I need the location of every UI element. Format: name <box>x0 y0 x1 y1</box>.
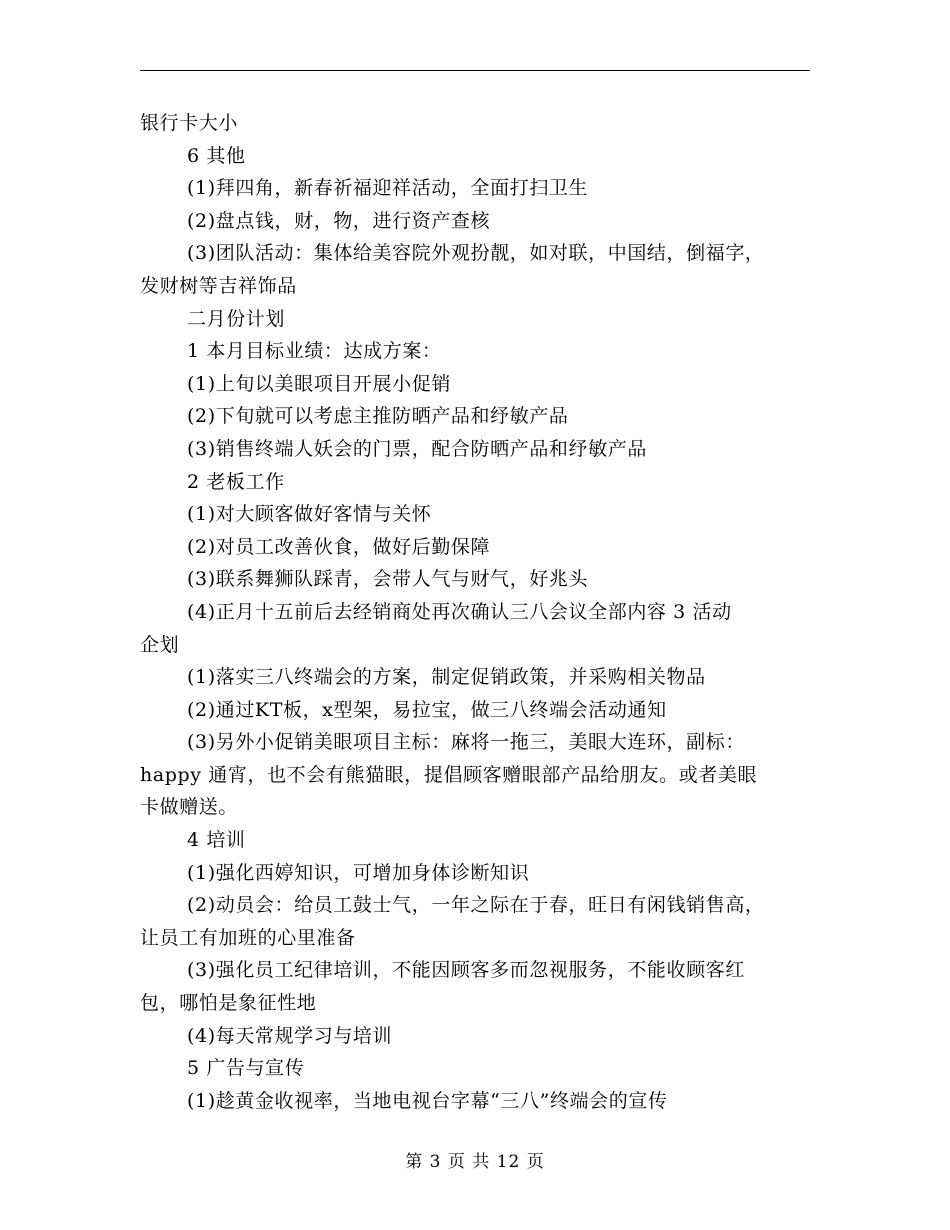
text-line: (1)上旬以美眼项目开展小促销 <box>187 372 451 395</box>
text-line: (1)趁黄金收视率，当地电视台字幕“三八”终端会的宣传 <box>187 1089 668 1112</box>
text-line: 卡做赠送。 <box>140 796 239 819</box>
text-line: (3)强化员工纪律培训，不能因顾客多而忽视服务，不能收顾客红 <box>187 959 745 982</box>
text-line: (2)下旬就可以考虑主推防晒产品和纾敏产品 <box>187 405 569 428</box>
text-line: happy 通宵，也不会有熊猫眼，提倡顾客赠眼部产品给朋友。或者美眼 <box>140 763 758 786</box>
footer-suffix: 页 <box>526 1152 545 1172</box>
footer-prefix: 第 <box>405 1152 424 1172</box>
text-line: 1 本月目标业绩：达成方案： <box>187 340 442 363</box>
document-body <box>140 107 820 1117</box>
text-line: (3)另外小促销美眼项目主标：麻将一拖三，美眼大连环，副标： <box>187 731 745 754</box>
text-line: 让员工有加班的心里准备 <box>140 926 356 949</box>
footer-middle: 页 共 <box>447 1152 491 1172</box>
text-line: 2 老板工作 <box>187 470 285 493</box>
text-line: 发财树等吉祥饰品 <box>140 274 297 297</box>
footer-total-pages: 12 <box>496 1152 521 1172</box>
text-line: 6 其他 <box>187 144 246 167</box>
text-line: (2)动员会：给员工鼓士气，一年之际在于春，旺日有闲钱销售高， <box>187 894 765 917</box>
text-line: (3)销售终端人妖会的门票，配合防晒产品和纾敏产品 <box>187 437 647 460</box>
text-line: (4)正月十五前后去经销商处再次确认三八会议全部内容 3 活动 <box>187 600 732 623</box>
text-line: 银行卡大小 <box>140 112 239 134</box>
text-line: (3)联系舞狮队踩青，会带人气与财气，好兆头 <box>187 568 589 591</box>
text-line: (1)对大顾客做好客情与关怀 <box>187 503 432 526</box>
text-line: (4)每天常规学习与培训 <box>187 1024 393 1047</box>
page-footer <box>0 1150 950 1174</box>
text-line: (1)落实三八终端会的方案，制定促销政策，并采购相关物品 <box>187 666 706 689</box>
text-line: (3)团队活动：集体给美容院外观扮靓，如对联，中国结，倒福字， <box>187 242 765 265</box>
text-line: 5 广告与宣传 <box>187 1057 305 1080</box>
text-line: 包，哪怕是象征性地 <box>140 992 317 1015</box>
text-line: (2)对员工改善伙食，做好后勤保障 <box>187 535 491 558</box>
footer-current-page: 3 <box>429 1152 442 1172</box>
text-line: 企划 <box>140 633 180 656</box>
text-line: (1)拜四角，新春祈福迎祥活动，全面打扫卫生 <box>187 177 589 200</box>
text-line: 二月份计划 <box>187 307 286 330</box>
text-line: (2)盘点钱，财，物，进行资产查核 <box>187 209 491 232</box>
text-line: (2)通过KT板，x型架，易拉宝，做三八终端会活动通知 <box>187 698 667 721</box>
text-line: 4 培训 <box>187 829 246 852</box>
text-line: (1)强化西婷知识，可增加身体诊断知识 <box>187 861 530 884</box>
header-rule <box>140 70 810 71</box>
